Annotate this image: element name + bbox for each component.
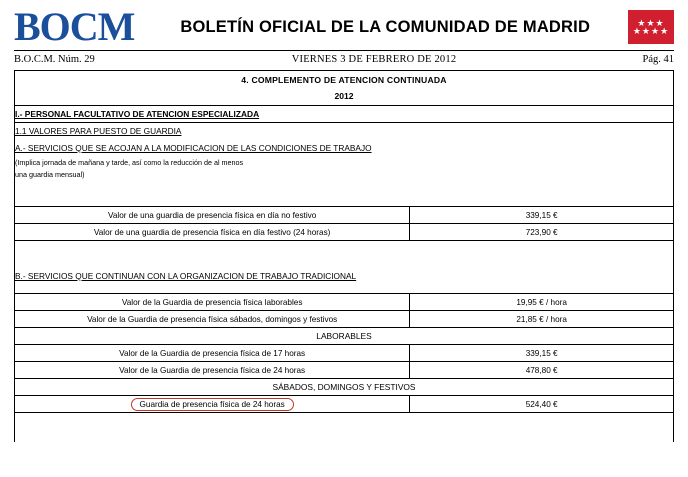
masthead-divider: [14, 50, 674, 51]
row-sab1-concept-cell: [15, 396, 410, 413]
emblem-stars-bottom: ★★★★: [632, 26, 670, 36]
spacer-cell: [15, 180, 673, 207]
block-b-title: B.- SERVICIOS QUE CONTINUAN CON LA ORGANIZACION DE TRABAJO TRADICIONAL: [15, 270, 357, 281]
bottom-spacer-cell: [15, 413, 673, 424]
table-row: [15, 379, 673, 396]
section-personal-facultativo: I.- PERSONAL FACULTATIVO DE ATENCION ESPECIALIZADA: [15, 105, 673, 122]
row-a1-value: 339,15 €: [410, 207, 673, 224]
folio-page-number: Pág. 41: [642, 54, 674, 65]
spacer-row: [15, 284, 673, 294]
table-row: [15, 71, 673, 88]
group-header-laborables: LABORABLES: [15, 328, 673, 345]
table-row: [15, 311, 673, 328]
salary-table: [15, 71, 673, 423]
table-row: [15, 88, 673, 105]
row-lab1-concept: Valor de la Guardia de presencia física de 17 horas: [15, 345, 410, 362]
spacer-cell: [15, 284, 673, 294]
document-title: 4. COMPLEMENTO DE ATENCION CONTINUADA: [241, 74, 447, 85]
table-row: [15, 139, 673, 156]
folio-date: VIERNES 3 DE FEBRERO DE 2012: [291, 54, 457, 65]
row-lab2-concept: Valor de la Guardia de presencia física de 24 horas: [15, 362, 410, 379]
row-sab1-concept-highlight: Guardia de presencia física de 24 horas: [131, 398, 294, 411]
masthead: [0, 0, 688, 49]
document-body: [14, 70, 674, 442]
folio-line: [14, 54, 674, 65]
document-year: 2012: [15, 88, 673, 105]
row-a1-concept: Valor de una guardia de presencia física en día no festivo: [15, 207, 410, 224]
spacer-row: [15, 241, 673, 268]
masthead-title: BOLETÍN OFICIAL DE LA COMUNIDAD DE MADRID: [180, 17, 591, 36]
block-a-title: A.- SERVICIOS QUE SE ACOJAN A LA MODIFICACION DE LAS CONDICIONES DE TRABAJO: [15, 142, 372, 153]
table-row: [15, 294, 673, 311]
folio-issue-number: B.O.C.M. Núm. 29: [14, 54, 95, 65]
row-b1-value: 19,95 € / hora: [410, 294, 673, 311]
block-a-note-line-1: (Implica jornada de mañana y tarde, así como la reducción de al menos: [15, 157, 244, 167]
table-row: [15, 122, 673, 139]
row-a2-value: 723,90 €: [410, 224, 673, 241]
row-lab1-value: 339,15 €: [410, 345, 673, 362]
table-row: [15, 105, 673, 122]
bocm-logo: BOCM: [14, 4, 135, 49]
row-a2-concept: Valor de una guardia de presencia física en día festivo (24 horas): [15, 224, 410, 241]
table-row: [15, 328, 673, 345]
comunidad-de-madrid-emblem-icon: [628, 10, 674, 44]
spacer-row: [15, 180, 673, 207]
table-row: [15, 267, 673, 284]
row-lab2-value: 478,80 €: [410, 362, 673, 379]
table-row: [15, 156, 673, 168]
row-b2-concept: Valor de la Guardia de presencia física sábados, domingos y festivos: [15, 311, 410, 328]
row-b1-concept: Valor de la Guardia de presencia física laborables: [15, 294, 410, 311]
block-a-note-line-2: una guardia mensual): [15, 169, 85, 179]
table-row: [15, 396, 673, 413]
row-sab1-value: 524,40 €: [410, 396, 673, 413]
row-b2-value: 21,85 € / hora: [410, 311, 673, 328]
table-row: [15, 207, 673, 224]
table-row: [15, 345, 673, 362]
table-row: [15, 224, 673, 241]
group-header-sabados-domingos-festivos: SÁBADOS, DOMINGOS Y FESTIVOS: [15, 379, 673, 396]
emblem-stars-top: ★★★: [637, 18, 665, 28]
subsection-valores-puesto-guardia: 1.1 VALORES PARA PUESTO DE GUARDIA: [15, 125, 182, 136]
spacer-cell: [15, 241, 673, 268]
table-row: [15, 168, 673, 180]
table-row: [15, 362, 673, 379]
table-row: [15, 413, 673, 424]
